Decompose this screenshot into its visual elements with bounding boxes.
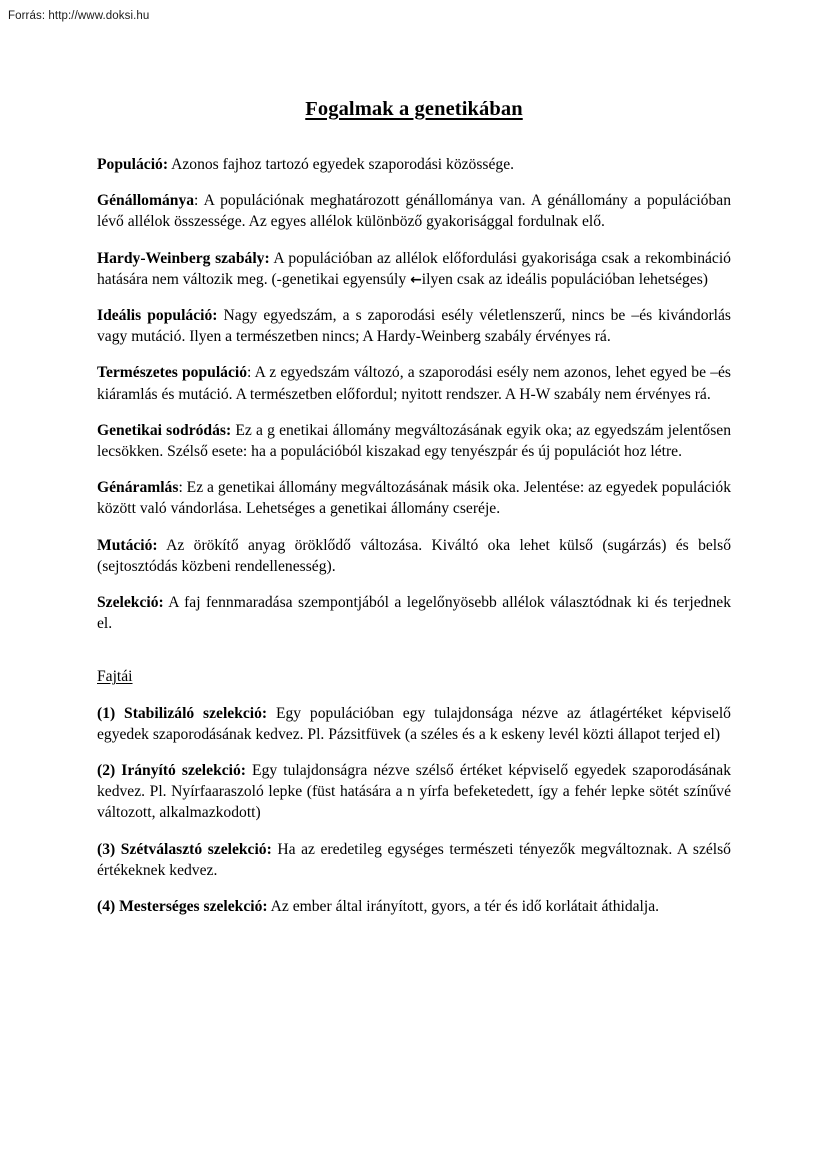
term-body: : A z egyedszám változó, a szaporodási esély nem azonos, lehet egyed be –és kiáramlás és mutáció. A természetben előfordul; nyitott rendszer. A H-W szabály nem érvényes rá. bbox=[97, 364, 731, 403]
term-body: Nagy egyedszám, a s zaporodási esély véletlenszerű, nincs be –és kivándorlás vagy mutáció. Ilyen a természetben nincs; A Hardy-Weinberg szabály érvényes rá. bbox=[97, 307, 732, 346]
term-body: Egy populációban egy tulajdonsága nézve az átlagértéket képviselő egyedek szaporodásának kedvez. Pl. Pázsitfüvek (a széles és a k eskeny levél közti állapot terjed el) bbox=[97, 704, 731, 743]
definition-szelekcio bbox=[97, 592, 731, 634]
term-body: : A populációnak meghatározott génállománya van. A génállomány a populációban lévő allélok összessége. Az egyes allélok különböző gyakorisággal fordulnak elő. bbox=[97, 192, 731, 231]
term-label: Ideális populáció: bbox=[97, 307, 218, 325]
source-url-header: Forrás: http://www.doksi.hu bbox=[8, 10, 150, 22]
term-label: Hardy-Weinberg szabály: bbox=[97, 249, 270, 267]
term-body: A faj fennmaradása szempontjából a legelőnyösebb allélok választódnak ki és terjednek el. bbox=[97, 594, 731, 633]
page-title: Fogalmak a genetikában bbox=[305, 98, 523, 120]
selection-type-3 bbox=[97, 839, 731, 881]
term-label: Populáció: bbox=[97, 156, 169, 173]
term-body: Egy tulajdonságra nézve szélső értéket képviselő egyedek szaporodásának kedvez. Pl. Nyírfaaraszoló lepke (füst hatására a n yírfa befeketedett, így a fehér lepke sötét színűvé változott, alkalmazkodott) bbox=[97, 762, 731, 822]
term-body: Ha az eredetileg egységes természeti tényezők megváltoznak. A szélső értékeknek kedvez. bbox=[97, 840, 731, 879]
selection-type-1 bbox=[97, 703, 731, 745]
term-label: Szelekció: bbox=[97, 594, 164, 612]
definition-termeszetes-populacio bbox=[97, 362, 731, 404]
term-label: (3) Szétválasztó szelekció: bbox=[97, 840, 272, 858]
term-label: Mutáció: bbox=[97, 536, 158, 554]
selection-type-4 bbox=[97, 896, 731, 917]
definition-genaramlas bbox=[97, 477, 731, 519]
definition-mutacio bbox=[97, 535, 731, 577]
subheading-row bbox=[97, 649, 731, 687]
term-body-after-arrow: ilyen csak az ideális populációban lehetséges) bbox=[421, 270, 709, 288]
term-label: Génállománya bbox=[97, 192, 195, 210]
term-body: : Ez a genetikai állomány megváltozásának másik oka. Jelentése: az egyedek populációk között való vándorlása. Lehetséges a genetikai állomány cseréje. bbox=[97, 479, 731, 518]
left-arrow-icon: ← bbox=[410, 271, 422, 288]
definition-genallomanya bbox=[97, 190, 731, 232]
term-body: Az örökítő anyag öröklődő változása. Kiváltó oka lehet külső (sugárzás) és belső (sejtosztódás közbeni rendellenesség). bbox=[97, 536, 731, 575]
term-label: Génáramlás bbox=[97, 479, 179, 497]
term-body: Ez a g enetikai állomány megváltozásának egyik oka; az egyedszám jelentősen lecsökken. Szélső esete: ha a populációból kiszakad egy tenyészpár és új populációt hoz létre. bbox=[97, 421, 731, 461]
term-body-before-arrow: A populációban az allélok előfordulási gyakorisága csak a rekombináció hatására nem változik meg. (-genetikai egyensúly bbox=[97, 249, 731, 288]
term-label: Genetikai sodródás: bbox=[97, 421, 232, 439]
term-label: Természetes populáció bbox=[97, 364, 247, 382]
definition-idealis-populacio bbox=[97, 305, 731, 347]
definition-populacio bbox=[97, 154, 731, 175]
term-body: Az ember által irányított, gyors, a tér és idő korlátait áthidalja. bbox=[267, 898, 660, 916]
term-label: (2) Irányító szelekció: bbox=[97, 762, 246, 780]
subheading-fajtai: Fajtái bbox=[97, 668, 133, 686]
term-body: Azonos fajhoz tartozó egyedek szaporodási közössége. bbox=[168, 156, 515, 173]
term-label: (1) Stabilizáló szelekció: bbox=[97, 704, 268, 722]
definition-hardy-weinberg bbox=[97, 248, 731, 290]
selection-type-2 bbox=[97, 760, 731, 824]
definition-genetikai-sodrodas bbox=[97, 420, 731, 462]
term-label: (4) Mesterséges szelekció: bbox=[97, 898, 268, 916]
document-content bbox=[97, 96, 731, 917]
